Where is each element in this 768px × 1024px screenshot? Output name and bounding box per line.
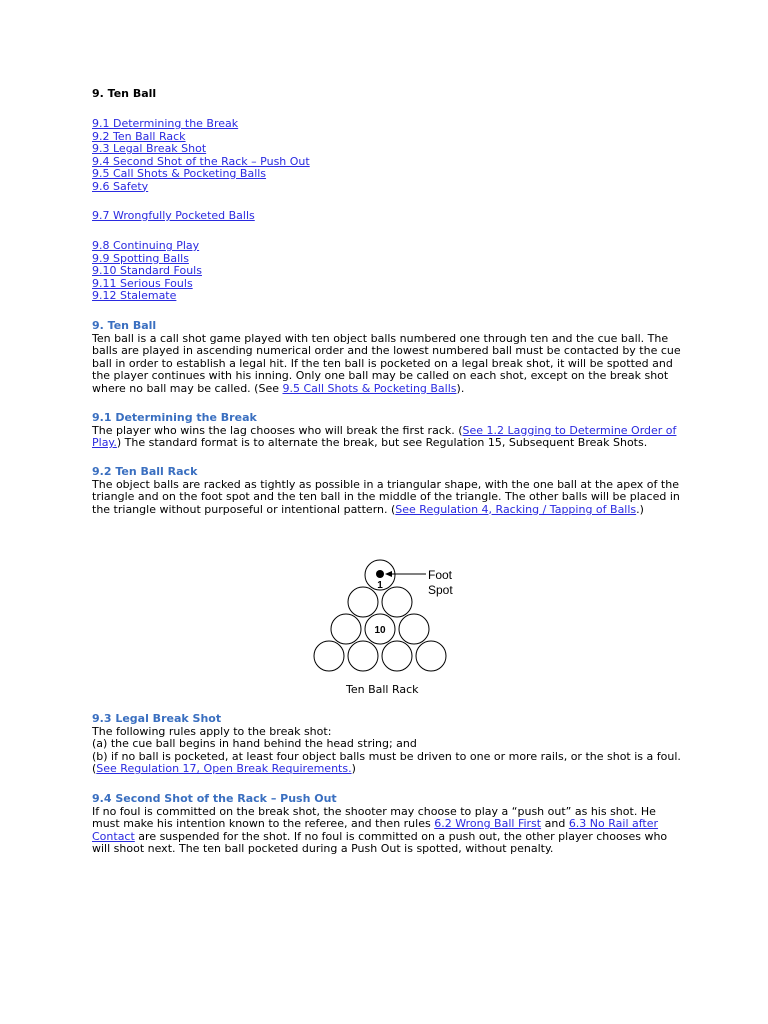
toc-link-9-4[interactable]: 9.4 Second Shot of the Rack – Push Out	[92, 154, 310, 168]
link-regulation-4[interactable]: See Regulation 4, Racking / Tapping of Balls	[395, 502, 637, 516]
section-body	[92, 806, 682, 856]
body-text: If no foul is committed on the break shot, the shooter may choose to play a “push out” as his shot. He must make his intention known to the referee, and then rules	[92, 804, 656, 830]
diagram-caption: Ten Ball Rack	[346, 683, 419, 696]
section-body	[92, 479, 682, 517]
ten-ball-rack-diagram	[310, 556, 470, 676]
body-text: The object balls are racked as tightly as possible in a triangular shape, with the one ball at the apex of the triangle and on the foot spot and the ten ball in the middle of the triangle. The other balls will be placed in the triangle without purposeful or intentional pattern. (	[92, 477, 680, 516]
body-text: .)	[636, 502, 644, 516]
section-body: The following rules apply to the break shot:	[92, 724, 332, 738]
toc-group-1	[92, 118, 492, 193]
section-body	[92, 425, 682, 450]
foot-spot-dot	[376, 570, 384, 578]
rack-ball	[348, 587, 378, 617]
section-heading: 9.4 Second Shot of the Rack – Push Out	[92, 792, 337, 805]
section-heading: 9.2 Ten Ball Rack	[92, 465, 198, 478]
spot-label: Spot	[428, 583, 453, 597]
body-text: )	[351, 762, 356, 775]
toc-link-9-11[interactable]: 9.11 Serious Fouls	[92, 276, 193, 290]
link-regulation-17[interactable]: See Regulation 17, Open Break Requirements.	[96, 762, 352, 775]
section-9-3	[92, 713, 682, 776]
toc-link-9-7[interactable]: 9.7 Wrongfully Pocketed Balls	[92, 209, 255, 222]
body-text: The player who wins the lag chooses who will break the first rack. (	[92, 423, 463, 437]
rack-ball	[416, 641, 446, 671]
ball-1-label: 1	[377, 580, 383, 591]
toc-link-9-10[interactable]: 9.10 Standard Fouls	[92, 264, 202, 277]
toc-link-9-5[interactable]: 9.5 Call Shots & Pocketing Balls	[92, 167, 267, 180]
section-heading: 9.1 Determining the Break	[92, 411, 257, 424]
body-text: ).	[456, 381, 465, 395]
toc-link-9-9[interactable]: 9.9 Spotting Balls	[92, 251, 189, 265]
section-9-2	[92, 466, 682, 516]
section-9-1	[92, 412, 682, 450]
link-6-2[interactable]: 6.2 Wrong Ball First	[434, 817, 542, 830]
body-text: and	[541, 817, 569, 830]
toc-group-2	[92, 210, 492, 223]
link-1-2[interactable]: See 1.2 Lagging to Determine Order of Play.	[92, 423, 677, 449]
link-9-5[interactable]: 9.5 Call Shots & Pocketing Balls	[282, 381, 457, 395]
section-9	[92, 320, 682, 395]
rack-ball	[314, 641, 344, 671]
section-9-4	[92, 793, 682, 856]
rack-ball	[399, 614, 429, 644]
section-heading: 9. Ten Ball	[92, 319, 157, 332]
section-body: (a) the cue ball begins in hand behind the head string; and	[92, 737, 417, 750]
link-6-3[interactable]: 6.3 No Rail after Contact	[92, 817, 659, 843]
toc-link-9-1[interactable]: 9.1 Determining the Break	[92, 117, 239, 130]
body-text: (b) if no ball is pocketed, at least four object balls must be driven to one or more rails, or the shot is a foul. (	[92, 749, 681, 775]
body-text: Ten ball is a call shot game played with ten object balls numbered one through ten and the cue ball. The balls are played in ascending numerical order and the lowest numbered ball must be contacted by the cue ball in order to establish a legal hit. If the ten ball is pocketed on a legal break shot, it will be spotted and the player continues with his inning. Only one ball may be called on each shot, except on the break shot where no ball may be called. (See	[92, 331, 681, 395]
toc-link-9-2[interactable]: 9.2 Ten Ball Rack	[92, 129, 186, 143]
rack-ball	[382, 641, 412, 671]
toc-link-9-6[interactable]: 9.6 Safety	[92, 179, 149, 193]
rack-ball	[331, 614, 361, 644]
body-text: ) The standard format is to alternate the break, but see Regulation 15, Subsequent Break Shots.	[116, 436, 648, 449]
ball-10-label: 10	[374, 625, 386, 636]
toc-group-3	[92, 240, 492, 303]
body-text: are suspended for the shot. If no foul is committed on a push out, the other player chooses who will shoot next. The ten ball pocketed during a Push Out is spotted, without penalty.	[92, 829, 668, 855]
foot-label: Foot	[428, 568, 453, 582]
document-title: 9. Ten Ball	[92, 87, 157, 100]
section-body	[92, 751, 682, 776]
section-heading: 9.3 Legal Break Shot	[92, 712, 222, 725]
toc-link-9-12[interactable]: 9.12 Stalemate	[92, 289, 177, 302]
toc-link-9-3[interactable]: 9.3 Legal Break Shot	[92, 142, 207, 155]
rack-ball	[348, 641, 378, 671]
toc-link-9-8[interactable]: 9.8 Continuing Play	[92, 239, 200, 252]
rack-ball	[382, 587, 412, 617]
section-body	[92, 333, 682, 396]
